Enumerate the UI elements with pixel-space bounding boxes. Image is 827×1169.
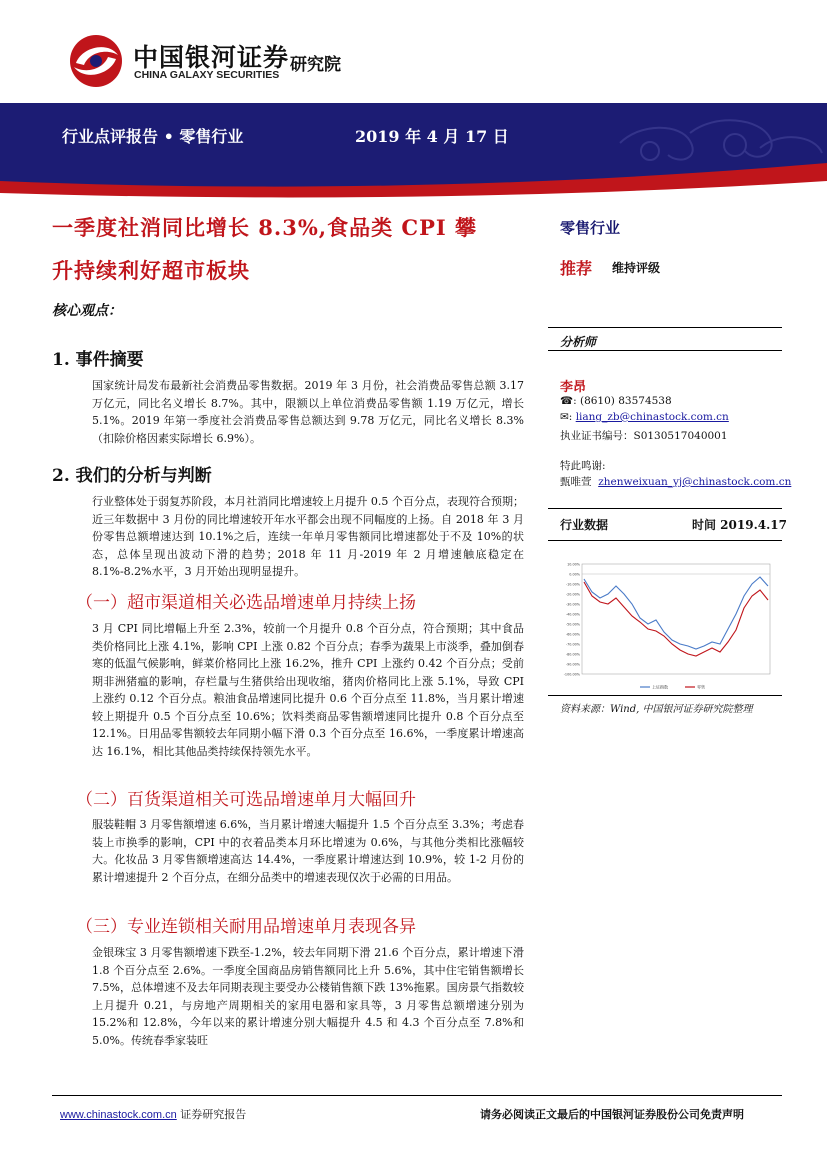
analyst-header: 分析师 bbox=[560, 335, 597, 349]
report-title-line-1: 一季度社消同比增长 8.3%,食品类 CPI 攀 bbox=[52, 215, 478, 240]
sidebar-industry: 零售行业 bbox=[560, 219, 621, 237]
galaxy-logo-icon bbox=[68, 33, 124, 89]
divider bbox=[548, 508, 782, 509]
footer-disclaimer: 请务必阅读正文最后的中国银河证券股份公司免责声明 bbox=[480, 1108, 744, 1121]
thanks-email-link[interactable]: zhenweixuan_yj@chinastock.com.cn bbox=[598, 476, 792, 488]
y-tick-label: -40.00% bbox=[565, 612, 580, 617]
subsection-3-title: （三）专业连锁相关耐用品增速单月表现各异 bbox=[76, 917, 416, 937]
chart-source: 资料来源：Wind, 中国银河证券研究院整理 bbox=[560, 704, 753, 715]
subsection-1-title: （一）超市渠道相关必选品增速单月持续上扬 bbox=[76, 593, 416, 613]
series-line-1 bbox=[584, 582, 768, 656]
divider bbox=[548, 695, 782, 696]
rating-badge: 推荐 bbox=[560, 259, 593, 278]
brand-name-en: CHINA GALAXY SECURITIES bbox=[134, 69, 280, 81]
footer-left-suffix: 证券研究报告 bbox=[176, 1108, 247, 1121]
paragraph-2: 行业整体处于弱复苏阶段，本月社消同比增速较上月提升 0.5 个百分点，表现符合预期；近三年数据中 3 月份的同比增速较开年水平都会出现不同幅度的上扬。自 2018 年 3 月份零售总额增速达到 10.1%之后，连续一年单月零售额同比增速都处于不及 10%的状态，总体呈现出波动下滑的趋势；2018 年 11 月-2019 年 2 月增速触底稳定在 8.1%-8.2%水平，3 月开始出现明显提升。 bbox=[92, 495, 524, 578]
divider bbox=[548, 350, 782, 351]
paragraph-3: 3 月 CPI 同比增幅上升至 2.3%，较前一个月提升 0.8 个百分点，符合预期；其中食品类价格同比上涨 4.1%，影响 CPI 上涨 0.82 个百分点；春季为蔬果上市淡季，叠加倒春寒的低温气候影响，鲜菜价格同比上涨 16.2%，推升 CPI 上涨约 0.42 个百分点；受前期非洲猪瘟的影响，存栏量与生猪供给出现收缩，猪肉价格同比上涨 5.1%，导致 CPI 上涨约 0.12 个百分点。粮油食品增速同比提升 0.6 个百分点至 11.8%，当月累计增速较上期提升 0.5 个百分点至 10.6%；饮料类商品零售额增速同比提升 0.8 个百分点至 12.1%。日用品零售额较去年同期小幅下滑 0.3 个百分点至 16.6%，一季度累计增速高达 16.1%，相比其他品类持续保持领先水平。 bbox=[92, 622, 524, 758]
mail-icon: ✉: bbox=[560, 411, 573, 423]
y-tick-label: -70.00% bbox=[565, 642, 580, 647]
industry-line-chart bbox=[560, 556, 775, 696]
phone-icon: ☎: bbox=[560, 395, 577, 407]
y-tick-label: -20.00% bbox=[565, 592, 580, 597]
y-tick-label: -90.00% bbox=[565, 662, 580, 667]
footer-url-link[interactable]: www.chinastock.com.cn bbox=[60, 1109, 177, 1121]
phone-number: (8610) 83574538 bbox=[579, 395, 672, 407]
footer-divider bbox=[52, 1095, 782, 1096]
analyst-email bbox=[560, 411, 729, 423]
core-view-heading: 核心观点： bbox=[52, 303, 122, 319]
y-tick-label: -80.00% bbox=[565, 652, 580, 657]
industry-data-header: 行业数据 bbox=[560, 518, 609, 532]
paragraph-5: 金银珠宝 3 月零售额增速下跌至-1.2%，较去年同期下滑 21.6 个百分点，累计增速下滑 1.8 个百分点至 2.6%。一季度全国商品房销售额同比上升 5.6%，其中住宅销售额增长 7.5%，总体增速不及去年同期表现主要受办公楼销售额下跌 13%拖累。国房景气指数较上月提升 0.21，与房地产周期相关的家用电器和家具等，3 月零售总额增速分别为 15.2%和 12.8%，今年以来的累计增速分别大幅提升 4.5 和 4.3 个百分点至 7.8%和 5.0%。传统春季家装旺 bbox=[92, 946, 524, 1047]
y-tick-label: -30.00% bbox=[565, 602, 580, 607]
series-line-0 bbox=[584, 577, 768, 649]
subsection-2-title: （二）百货渠道相关可选品增速单月大幅回升 bbox=[76, 790, 416, 810]
analyst-phone bbox=[560, 395, 672, 407]
y-tick-label: 0.00% bbox=[569, 572, 580, 577]
y-tick-label: 10.00% bbox=[567, 562, 580, 567]
rating-note: 维持评级 bbox=[612, 261, 661, 275]
y-tick-label: -100.00% bbox=[563, 672, 580, 677]
divider bbox=[548, 327, 782, 328]
divider bbox=[548, 540, 782, 541]
section-1-title: 1. 事件摘要 bbox=[52, 350, 144, 370]
legend-label: 上证指数 bbox=[652, 684, 668, 690]
analyst-cert: 执业证书编号：S0130517040001 bbox=[560, 430, 728, 442]
report-date: 2019 年 4 月 17 日 bbox=[355, 127, 509, 146]
y-tick-label: -60.00% bbox=[565, 632, 580, 637]
y-tick-label: -10.00% bbox=[565, 582, 580, 587]
thanks-name: 甄唯萱 bbox=[560, 476, 592, 488]
industry-data-time: 时间 2019.4.17 bbox=[692, 518, 787, 532]
y-tick-label: -50.00% bbox=[565, 622, 580, 627]
thanks-label: 特此鸣谢: bbox=[560, 460, 606, 472]
footer-left bbox=[60, 1106, 246, 1122]
header-banner bbox=[0, 103, 827, 201]
legend-label: 零售 bbox=[697, 684, 705, 690]
thanks-person bbox=[560, 474, 791, 489]
email-link[interactable]: liang_zb@chinastock.com.cn bbox=[575, 411, 729, 423]
brand-name-cn: 中国银河证券 bbox=[133, 43, 290, 72]
report-title-line-2: 升持续利好超市板块 bbox=[52, 258, 250, 283]
report-type: 行业点评报告 • 零售行业 bbox=[62, 127, 244, 146]
chart-plot-frame bbox=[582, 564, 770, 674]
analyst-name: 李昂 bbox=[560, 380, 587, 395]
research-institute-label: 研究院 bbox=[290, 55, 341, 75]
paragraph-4: 服装鞋帽 3 月零售额增速 6.6%，当月累计增速大幅提升 1.5 个百分点至 3.3%；考虑春装上市换季的影响，CPI 中的衣着品类本月环比增速为 0.6%，与其他分类相比涨幅较大。化妆品 3 月零售额增速高达 14.4%，一季度累计增速达到 10.9%，较 1-2 月份的累计增速提升 2 个百分点，在细分品类中的增速表现仅次于必需的日用品。 bbox=[92, 818, 524, 884]
section-2-title: 2. 我们的分析与判断 bbox=[52, 466, 212, 486]
paragraph-1: 国家统计局发布最新社会消费品零售数据。2019 年 3 月份，社会消费品零售总额 3.17 万亿元，同比名义增长 8.7%。其中，限额以上单位消费品零售额 1.19 万亿元，增长 5.1%。2019 年第一季度社会消费品零售总额达到 9.78 万亿元，同比名义增长 8.3%（扣除价格因素实际增长 6.9%）。 bbox=[92, 379, 524, 445]
